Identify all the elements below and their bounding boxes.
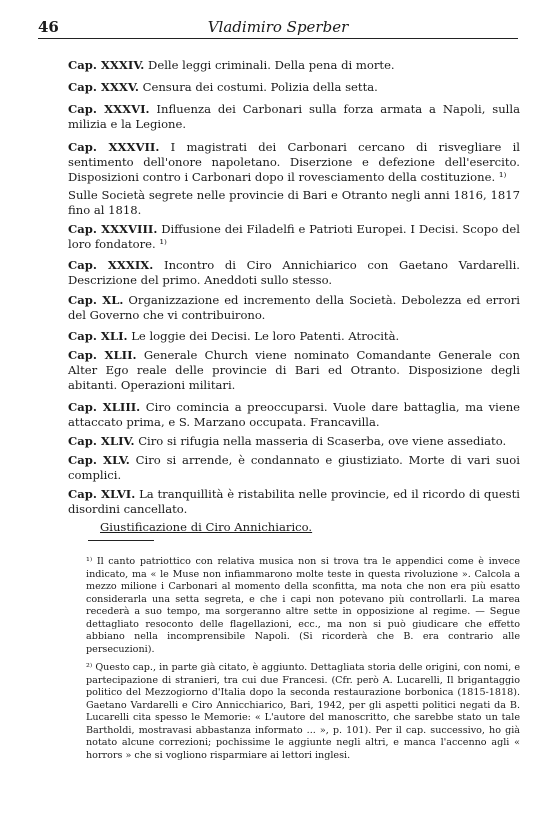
section-note-text: Giustificazione di Ciro Annichiarico. — [100, 520, 313, 534]
chapter-entry — [68, 58, 520, 73]
page-number: 46 — [38, 18, 59, 36]
running-head: Vladimiro Sperber — [207, 18, 349, 36]
section-note-text: Sulle Società segrete nelle provincie di Bari e Otranto negli anni 1816, 1817 fino al 1818. — [68, 188, 520, 217]
chapter-number: Cap. XLIII. — [68, 400, 141, 414]
header-rule — [38, 38, 518, 39]
chapter-number: Cap. XXXIV. — [68, 58, 145, 72]
chapter-number: Cap. XXXV. — [68, 80, 139, 94]
footnote-1-text: ¹⁾ Il canto patriottico con relativa musica non si trova tra le appendici come è invece indicato, ma « le Muse non infiammarono molte teste in questa rivoluzione ». Calcola a mezzo milione i Carbonari al momento della sconfitta, ma nota che non era più esatto considerarla una setta segreta, e che i capi non potevano più controllarli. La marea recederà a suo tempo, ma sorgeranno altre sette in opposizione al regime. — Segue dettagliato resoconto delle flagellazioni, ecc., ma non si può giudicare che effetto abbiano nella incomprensibile Napoli. (Si ricorderà che B. era contrario alle persecuzioni). — [86, 556, 520, 655]
chapter-summary: Le loggie dei Decisi. Le loro Patenti. Atrocità. — [131, 329, 400, 343]
chapter-number: Cap. XXXVII. — [68, 140, 160, 154]
chapter-summary: Organizzazione ed incremento della Società. Debolezza ed errori del Governo che vi contribuirono. — [68, 293, 520, 322]
chapter-entry — [68, 140, 520, 185]
chapter-entry — [68, 80, 520, 95]
chapter-number: Cap. XL. — [68, 293, 124, 307]
chapter-number: Cap. XLVI. — [68, 487, 136, 501]
chapter-entry — [68, 222, 520, 252]
chapter-entry — [68, 400, 520, 430]
chapter-entry — [68, 329, 520, 344]
chapter-summary: Diffusione dei Filadelfi e Patrioti Europei. I Decisi. Scopo del loro fondatore. ¹⁾ — [68, 222, 520, 251]
footnote-2 — [68, 662, 520, 762]
chapter-number: Cap. XLV. — [68, 453, 130, 467]
chapter-summary: Delle leggi criminali. Della pena di morte. — [148, 58, 395, 72]
chapter-entry — [68, 102, 520, 132]
chapter-summary: Censura dei costumi. Polizia della setta. — [142, 80, 378, 94]
chapter-summary: I magistrati dei Carbonari cercano di risvegliare il sentimento dell'onore napoletano. Diserzione e defezione dell'esercito. Disposizioni contro i Carbonari dopo il rovesciamento della costituzione. ¹⁾ — [68, 140, 520, 184]
chapter-entry — [68, 487, 520, 517]
chapter-summary: Ciro comincia a preoccuparsi. Vuole dare battaglia, ma viene attaccato prima, e S. Marzano occupata. Francavilla. — [68, 400, 521, 429]
chapter-entry — [68, 453, 520, 483]
chapter-entry — [68, 293, 520, 323]
chapter-number: Cap. XXXVI. — [68, 102, 150, 116]
chapter-entry — [68, 258, 520, 288]
chapter-number: Cap. XLII. — [68, 348, 137, 362]
chapter-entry — [68, 348, 520, 393]
chapter-entry — [68, 434, 520, 449]
section-note — [68, 188, 520, 218]
chapter-summary: Ciro si rifugia nella masseria di Scaserba, ove viene assediato. — [138, 434, 507, 448]
footnote-1 — [68, 556, 520, 656]
footnote-rule — [88, 540, 154, 541]
chapter-summary: La tranquillità è ristabilita nelle provincie, ed il ricordo di questi disordini cancellato. — [68, 487, 520, 516]
chapter-summary: Influenza dei Carbonari sulla forza armata a Napoli, sulla milizia e la Legione. — [68, 102, 520, 131]
chapter-summary: Generale Church viene nominato Comandante Generale con Alter Ego reale delle provincie di Bari ed Otranto. Disposizione degli abitanti. Operazioni militari. — [68, 348, 520, 392]
page-header — [38, 16, 518, 38]
footnote-2-text: ²⁾ Questo cap., in parte già citato, è aggiunto. Dettagliata storia delle origini, con nomi, e partecipazione di stranieri, tra cui due Francesi. (Cfr. però A. Lucarelli, Il brigantaggio politico del Mezzogiorno d'Italia dopo la seconda restaurazione borbonica (1815-1818). Gaetano Vardarelli e Ciro Annicchiarico, Bari, 1942, per gli aspetti politici negati da B. Lucarelli cita spesso le Memorie: « L'autore del manoscritto, che sarebbe stato un tale Bartholdi, mostravasi abbastanza informato ... », p. 101). Per il cap. successivo, ho già notato alcune correzioni; pochissime le aggiunte negli altri, e manca l'accenno agli « horrors » che si vogliono risparmiare ai lettori inglesi. — [86, 662, 520, 761]
chapter-number: Cap. XLIV. — [68, 434, 135, 448]
chapter-number: Cap. XLI. — [68, 329, 128, 343]
section-note — [68, 520, 520, 535]
chapter-number: Cap. XXXIX. — [68, 258, 154, 272]
chapter-number: Cap. XXXVIII. — [68, 222, 158, 236]
chapter-summary: Incontro di Ciro Annichiarico con Gaetano Vardarelli. Descrizione del primo. Aneddoti sullo stesso. — [68, 258, 520, 287]
chapter-summary: Ciro si arrende, è condannato e giustiziato. Morte di vari suoi complici. — [68, 453, 520, 482]
